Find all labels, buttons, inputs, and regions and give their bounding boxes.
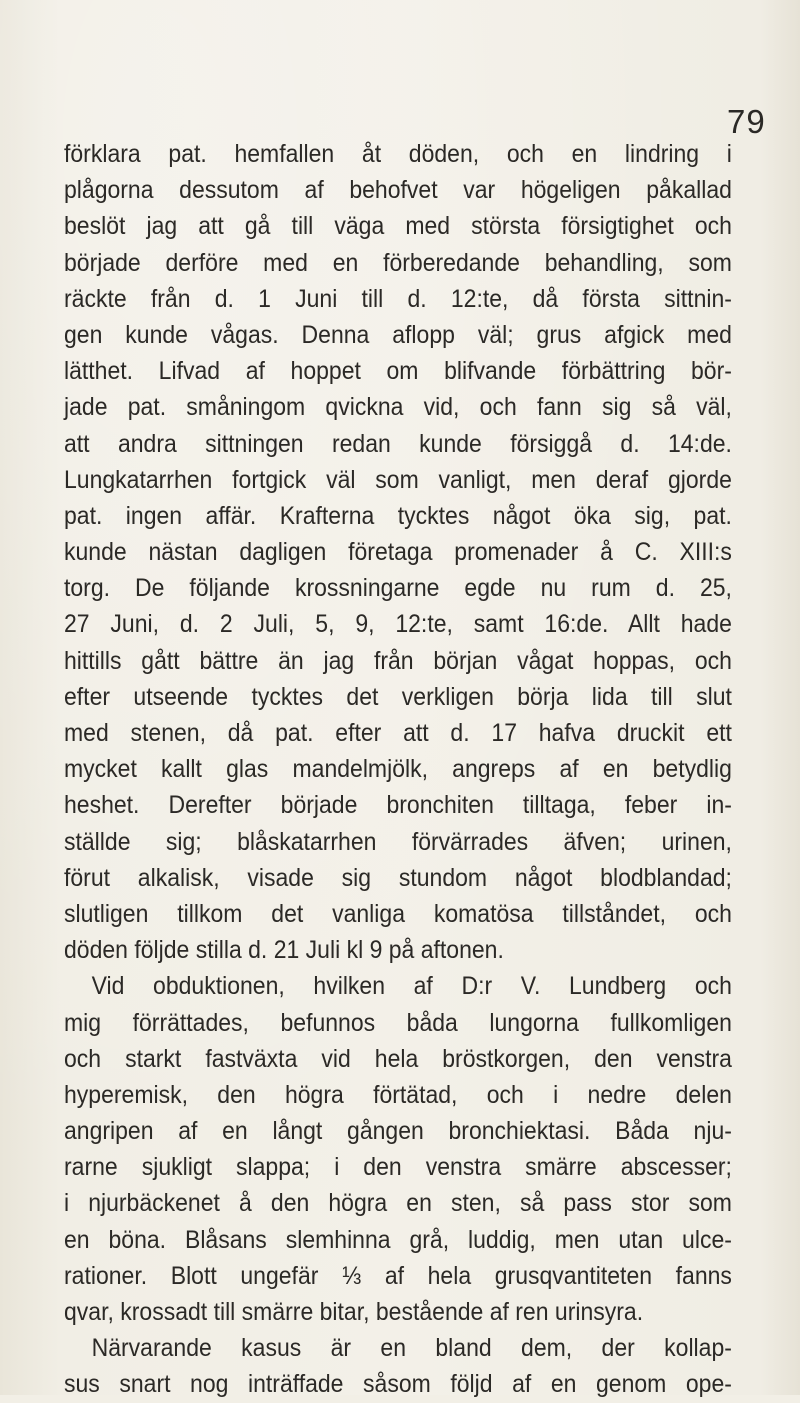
text-line: ställde sig; blåskatarrhen förvärrades äfven; urinen, [64, 827, 732, 856]
text-line: kunde nästan dagligen företaga promenader å C. XIII:s [64, 538, 732, 567]
text-line: sus snart nog inträffade såsom följd af en genom ope- [64, 1370, 732, 1399]
text-line: Lungkatarrhen fortgick väl som vanligt, men deraf gjorde [64, 465, 732, 494]
text-line: och starkt fastväxta vid hela bröstkorgen, den venstra [64, 1044, 732, 1073]
paragraph-3 [64, 1330, 732, 1402]
text-line: att andra sittningen redan kunde försiggå d. 14:de. [64, 429, 732, 458]
text-line: 27 Juni, d. 2 Juli, 5, 9, 12:te, samt 16:de. Allt hade [64, 610, 732, 639]
text-line: heshet. Derefter började bronchiten tilltaga, feber in- [64, 791, 732, 820]
text-line: rationer. Blott ungefär ⅓ af hela grusqvantiteten fanns [64, 1261, 732, 1290]
text-line: med stenen, då pat. efter att d. 17 hafva druckit ett [64, 719, 732, 747]
text-line: hittills gått bättre än jag från början vågat hoppas, och [64, 646, 732, 675]
page-number: 79 [727, 103, 766, 140]
text-line: efter utseende tycktes det verkligen börja lida till slut [64, 682, 732, 711]
text-line: beslöt jag att gå till väga med största försigtighet och [64, 212, 732, 241]
text-line: angripen af en långt gången bronchiektasi. Båda nju- [64, 1117, 732, 1146]
text-line: torg. De följande krossningarne egde nu rum d. 25, [64, 574, 732, 603]
text-line: pat. ingen affär. Krafterna tycktes något öka sig, pat. [64, 501, 732, 530]
paragraph-1 [64, 136, 732, 968]
text-line: jade pat. småningom qvickna vid, och fann sig så väl, [64, 393, 732, 422]
text-line: lätthet. Lifvad af hoppet om blifvande förbättring bör- [64, 357, 732, 386]
text-line: Närvarande kasus är en bland dem, der kollap- [91, 1334, 732, 1363]
text-line: mycket kallt glas mandelmjölk, angreps af en betydlig [64, 755, 732, 784]
text-line: gen kunde vågas. Denna aflopp väl; grus afgick med [64, 320, 732, 349]
text-line: slutligen tillkom det vanliga komatösa tillståndet, och [64, 899, 732, 928]
text-line: hyperemisk, den högra förtätad, och i nedre delen [64, 1080, 732, 1109]
text-line: döden följde stilla d. 21 Juli kl 9 på aftonen. [64, 936, 504, 965]
text-line: i njurbäckenet å den högra en sten, så pass stor som [64, 1189, 732, 1218]
body-text [64, 136, 732, 1403]
text-line: förut alkalisk, visade sig stundom något blodblandad; [64, 863, 732, 892]
text-line: rarne sjukligt slappa; i den venstra smärre abscesser; [64, 1153, 732, 1182]
text-line: räckte från d. 1 Juni till d. 12:te, då första sittnin- [64, 284, 732, 313]
text-line: qvar, krossadt till smärre bitar, bestående af ren urinsyra. [64, 1298, 644, 1326]
text-line: Vid obduktionen, hvilken af D:r V. Lundberg och [91, 972, 732, 1001]
text-line: en böna. Blåsans slemhinna grå, luddig, men utan ulce- [64, 1225, 732, 1254]
text-line: började derföre med en förberedande behandling, som [64, 248, 732, 277]
text-line: mig förrättades, befunnos båda lungorna fullkomligen [64, 1008, 732, 1037]
text-line: plågorna dessutom af behofvet var högeligen påkallad [64, 176, 732, 205]
paragraph-2 [64, 968, 732, 1330]
text-line: förklara pat. hemfallen åt döden, och en lindring i [64, 140, 732, 168]
